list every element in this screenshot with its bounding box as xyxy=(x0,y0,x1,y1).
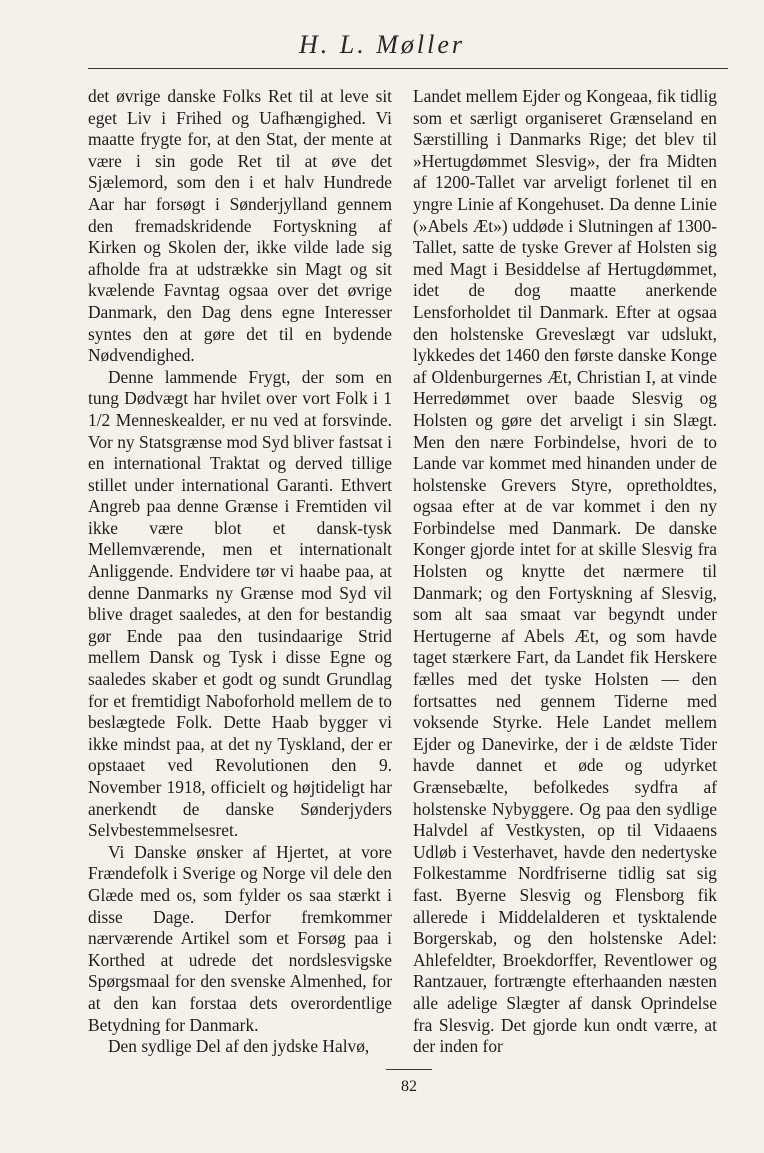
header-rule xyxy=(88,68,728,69)
left-column xyxy=(88,86,392,1058)
paragraph: Denne lammende Frygt, der som en tung Dødvægt har hvilet over vort Folk i 1 1/2 Menneskealder, er nu ved at forsvinde. Vor ny Statsgrænse mod Syd bliver fastsat i en international Traktat og derved tillige stillet under international Garanti. Ethvert Angreb paa denne Grænse i Fremtiden vil ikke være blot et dansk-tysk Mellemværende, men et internationalt Anliggende. Endvidere tør vi haabe paa, at denne Danmarks ny Grænse mod Syd vil blive draget saaledes, at den for bestandig gør Ende paa den tusindaarige Strid mellem Dansk og Tysk i disse Egne og saaledes skaber et godt og sundt Grundlag for et fremtidigt Naboforhold mellem de to beslægtede Folk. Dette Haab bygger vi ikke mindst paa, at det ny Tyskland, der er opstaaet ved Revolutionen den 9. November 1918, officielt og højtideligt har anerkendt de danske Sønderjyders Selvbestemmelsesret. xyxy=(88,366,392,841)
paragraph: Vi Danske ønsker af Hjertet, at vore Frændefolk i Sverige og Norge vil dele den Glæde med os, som fylder os saa stærkt i disse Dage. Derfor fremkommer nærværende Artikel som et Forsøg paa i Korthed at udrede det nordslesvigske Spørgsmaal for den svenske Almenhed, for at den kan forstaa dets overordentlige Betydning for Danmark. xyxy=(88,841,392,1035)
page-number: 82 xyxy=(401,1078,417,1095)
page-number-rule xyxy=(386,1069,432,1070)
paragraph: det øvrige danske Folks Ret til at leve sit eget Liv i Frihed og Uafhængighed. Vi maatte frygte for, at den Stat, der mente at være i sin gode Ret til at øve det Sjælemord, som den i et halv Hundrede Aar har forsøgt i Sønderjylland gennem den fremadskridende Fortyskning af Kirken og Skolen der, ikke vilde lade sig afholde fra at udstrække sin Magt og sit kvælende Favntag ogsaa over det øvrige Danmark, den Dag dens egne Interesser syntes den at gøre det til en bydende Nødvendighed. xyxy=(88,86,392,366)
paragraph: Den sydlige Del af den jydske Halvø, xyxy=(108,1036,370,1057)
paragraph: Landet mellem Ejder og Kongeaa, fik tidlig som et særligt organiseret Grænseland en Særstilling i Danmarks Rige; det blev til »Hertugdømmet Slesvig», der fra Midten af 1200-Tallet var arveligt forlenet til en yngre Linie af Kongehuset. Da denne Linie (»Abels Æt») uddøde i Slutningen af 1300-Tallet, satte de tyske Grever af Holsten sig med Magt i Besiddelse af Hertugdømmet, idet de dog maatte anerkende Lensforholdet til Danmark. Efter at ogsaa den holstenske Greveslægt var udslukt, lykkedes det 1460 den første danske Konge af Oldenburgernes Æt, Christian I, at vinde Herredømmet over baade Slesvig og Holsten og gøre det arveligt i sin Slægt. Men den nære Forbindelse, hvori de to Lande var kommet med hinanden under de holstenske Grevers Styre, opretholdtes, ogsaa efter at de var kommet i den ny Forbindelse med Danmark. De danske Konger gjorde intet for at skille Slesvig fra Holsten og knytte det nærmere til Danmark; og den Fortyskning af Slesvig, som alt saa smaat var begyndt under Hertugerne af Abels Æt, og som havde taget stærkere Fart, da Landet fik Herskere fælles med det tyske Holsten — den fortsattes ned gennem Tiderne med voksende Styrke. Hele Landet mellem Ejder og Danevirke, der i de ældste Tider havde dannet et øde og udyrket Grænsebælte, befolkedes sydfra af holstenske Nybyggere. Og paa den sydlige Halvdel af Vestkysten, op til Vidaaens Udløb i Vesterhavet, havde den nedertyske Folkestamme Nordfriserne tidlig sat sig fast. Byerne Slesvig og Flensborg fik allerede i Middelalderen et tysktalende Borgerskab, og den holstenske Adel: Ahlefeldter, Broekdorffer, Reventlower og Rantzauer, fortrængte efterhaanden næsten alle adelige Slægter af dansk Oprindelse fra Slesvig. Det gjorde kun ondt værre, at der inden for xyxy=(413,86,717,1057)
right-column xyxy=(413,86,717,1058)
running-title: H. L. Møller xyxy=(299,30,465,59)
